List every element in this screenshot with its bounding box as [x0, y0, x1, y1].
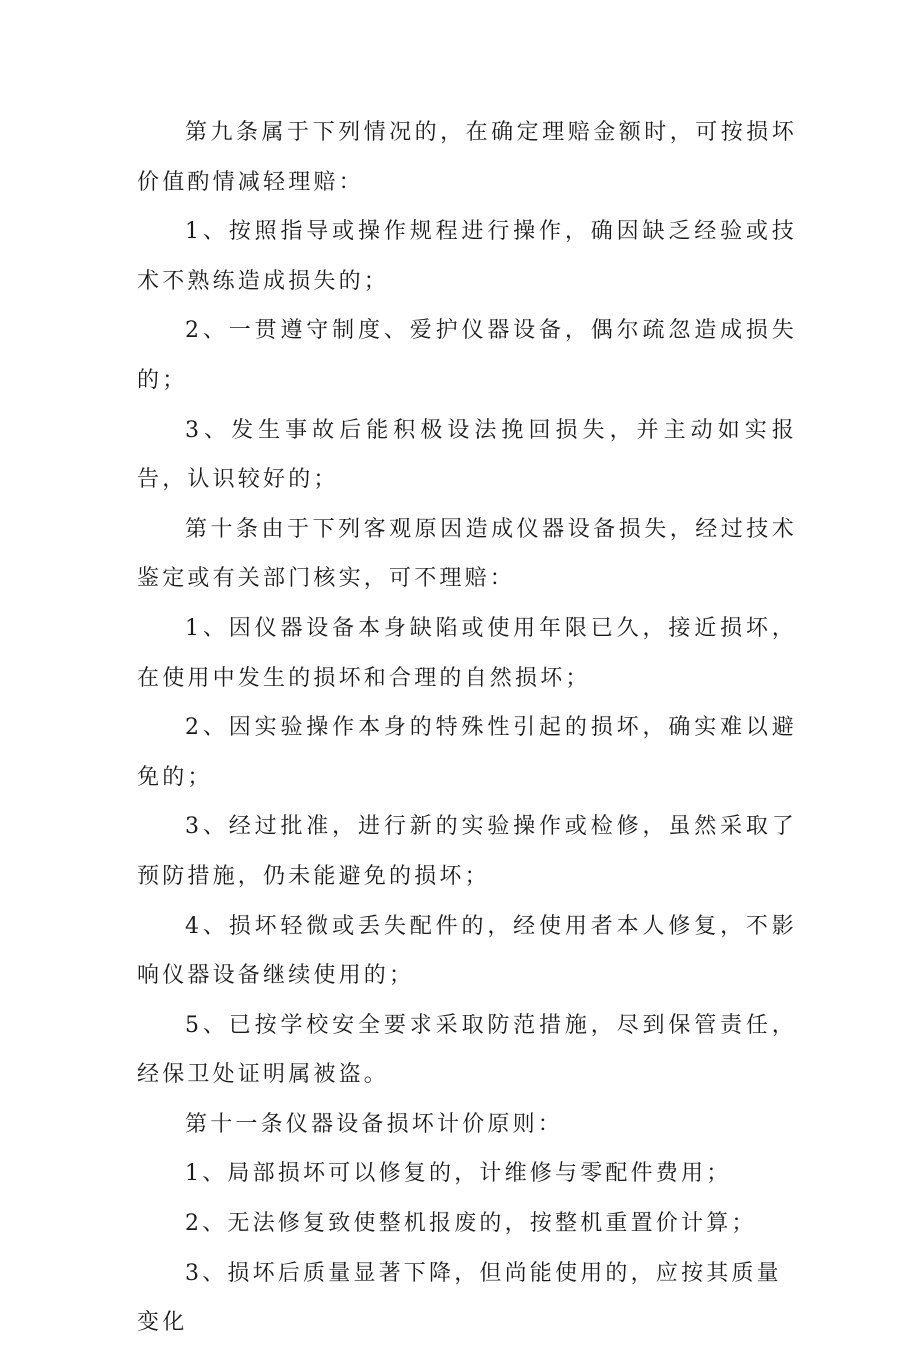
article-10-item-3: 3、经过批准，进行新的实验操作或检修，虽然采取了预防措施，仍未能避免的损坏；: [137, 814, 797, 889]
article-11-item-1: 1、局部损坏可以修复的，计维修与零配件费用；: [185, 1161, 732, 1187]
article-10-heading: 第十条由于下列客观原因造成仪器设备损失，经过技术鉴定或有关部门核实，可不理赔：: [137, 516, 797, 592]
article-11-heading: 第十一条仪器设备损坏计价原则：: [185, 1111, 564, 1137]
article-9-item-1: 1、按照指导或操作规程进行操作，确因缺乏经验或技术不熟练造成损失的；: [137, 219, 797, 294]
article-10-item-5: 5、已按学校安全要求采取防范措施，尽到保管责任，经保卫处证明属被盗。: [137, 1012, 797, 1088]
article-11-item-2: 2、无法修复致使整机报废的，按整机重置价计算；: [185, 1211, 757, 1237]
article-10-item-2: 2、因实验操作本身的特殊性引起的损坏，确实难以避免的；: [137, 715, 797, 790]
article-10-item-1: 1、因仪器设备本身缺陷或使用年限已久，接近损坏，在使用中发生的损坏和合理的自然损坏；: [137, 615, 797, 691]
article-9-heading: 第九条属于下列情况的，在确定理赔金额时，可按损坏价值酌情减轻理赔：: [137, 120, 797, 195]
article-11-item-3: 3、损坏后质量显著下降，但尚能使用的，应按其质量变化: [137, 1260, 782, 1336]
article-9-item-3: 3、发生事故后能积极设法挽回损失，并主动如实报告，认识较好的；: [137, 417, 797, 493]
article-9-item-2: 2、一贯遵守制度、爱护仪器设备，偶尔疏忽造成损失的；: [137, 318, 797, 393]
article-10-item-4: 4、损坏轻微或丢失配件的，经使用者本人修复，不影响仪器设备继续使用的；: [137, 913, 797, 989]
document-body: [137, 108, 797, 1348]
